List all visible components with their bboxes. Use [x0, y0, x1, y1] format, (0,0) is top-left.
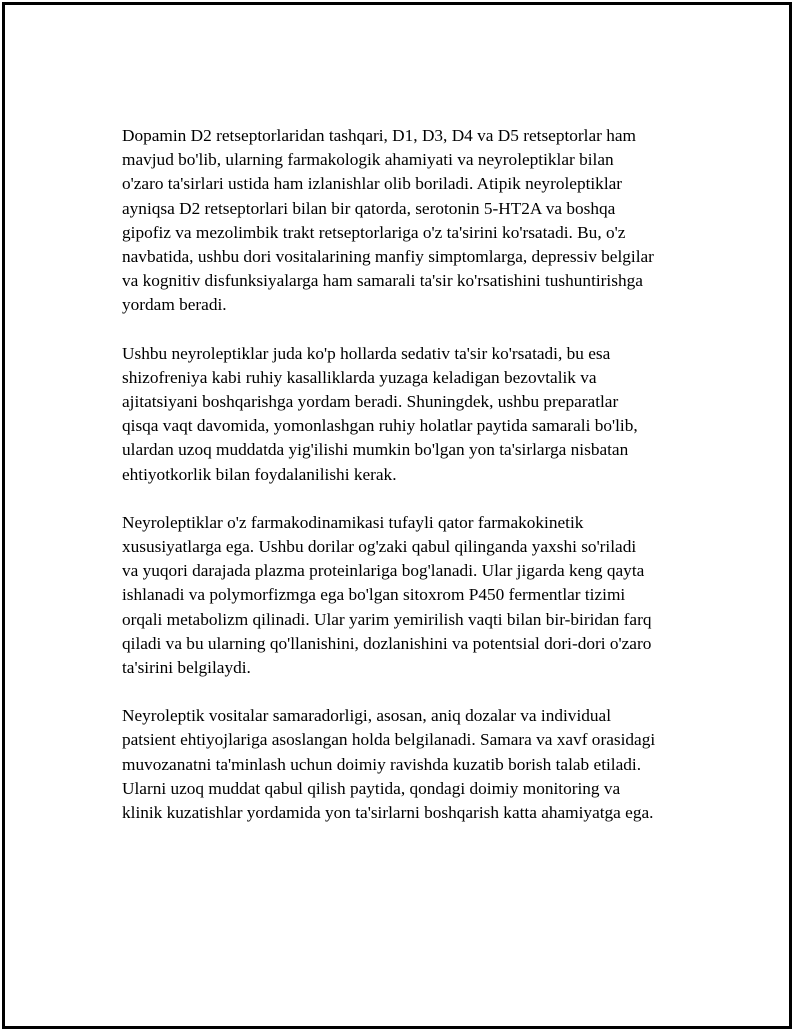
text-line: ehtiyotkorlik bilan foydalanilishi kerak.: [122, 464, 397, 484]
text-line: shizofreniya kabi ruhiy kasalliklarda yuzaga keladigan bezovtalik va: [122, 367, 597, 387]
text-line: ishlanadi va polymorfizmga ega bo'lgan sitoxrom P450 fermentlar tizimi: [122, 585, 626, 605]
paragraph-2: [122, 342, 722, 487]
text-line: va yuqori darajada plazma proteinlariga bog'lanadi. Ular jigarda keng qayta: [122, 561, 645, 581]
text-line: ulardan uzoq muddatda yig'ilishi mumkin bo'lgan yon ta'sirlarga nisbatan: [122, 440, 629, 460]
text-line: o'zaro ta'sirlari ustida ham izlanishlar olib boriladi. Atipik neyroleptiklar: [122, 174, 623, 194]
paragraph-1: [122, 124, 722, 318]
page-frame: [2, 2, 792, 1029]
text-line: muvozanatni ta'minlash uchun doimiy ravishda kuzatib borish talab etiladi.: [122, 754, 642, 774]
text-line: Ularni uzoq muddat qabul qilish paytida, qondagi doimiy monitoring va: [122, 778, 621, 798]
text-line: Neyroleptik vositalar samaradorligi, asosan, aniq dozalar va individual: [122, 706, 612, 726]
text-line: klinik kuzatishlar yordamida yon ta'sirlarni boshqarish katta ahamiyatga ega.: [122, 803, 654, 823]
text-line: Dopamin D2 retseptorlaridan tashqari, D1, D3, D4 va D5 retseptorlar ham: [122, 126, 636, 145]
text-line: orqali metabolizm qilinadi. Ular yarim yemirilish vaqti bilan bir-biridan farq: [122, 609, 652, 629]
paragraph-3: [122, 511, 722, 680]
text-line: va kognitiv disfunksiyalarga ham samarali ta'sir ko'rsatishini tushuntirishga: [122, 271, 643, 291]
text-line: navbatida, ushbu dori vositalarining manfiy simptomlarga, depressiv belgilar: [122, 247, 654, 267]
text-line: yordam beradi.: [122, 295, 227, 315]
paragraph-4: [122, 704, 722, 825]
text-line: ayniqsa D2 retseptorlari bilan bir qatorda, serotonin 5-HT2A va boshqa: [122, 198, 616, 218]
text-line: ajitatsiyani boshqarishga yordam beradi. Shuningdek, ushbu preparatlar: [122, 392, 619, 412]
text-line: xususiyatlarga ega. Ushbu dorilar og'zaki qabul qilinganda yaxshi so'riladi: [122, 537, 637, 557]
text-line: gipofiz va mezolimbik trakt retseptorlariga o'z ta'sirini ko'rsatadi. Bu, o'z: [122, 222, 626, 242]
text-line: qisqa vaqt davomida, yomonlashgan ruhiy holatlar paytida samarali bo'lib,: [122, 416, 638, 436]
text-line: Ushbu neyroleptiklar juda ko'p hollarda sedativ ta'sir ko'rsatadi, bu esa: [122, 343, 611, 363]
document-body: [122, 124, 722, 849]
text-line: Neyroleptiklar o'z farmakodinamikasi tufayli qator farmakokinetik: [122, 512, 584, 532]
text-line: qiladi va bu ularning qo'llanishini, dozlanishini va potentsial dori-dori o'zaro: [122, 633, 652, 653]
text-line: mavjud bo'lib, ularning farmakologik ahamiyati va neyroleptiklar bilan: [122, 150, 614, 170]
text-line: ta'sirini belgilaydi.: [122, 658, 251, 678]
text-line: patsient ehtiyojlariga asoslangan holda belgilanadi. Samara va xavf orasidagi: [122, 730, 656, 750]
